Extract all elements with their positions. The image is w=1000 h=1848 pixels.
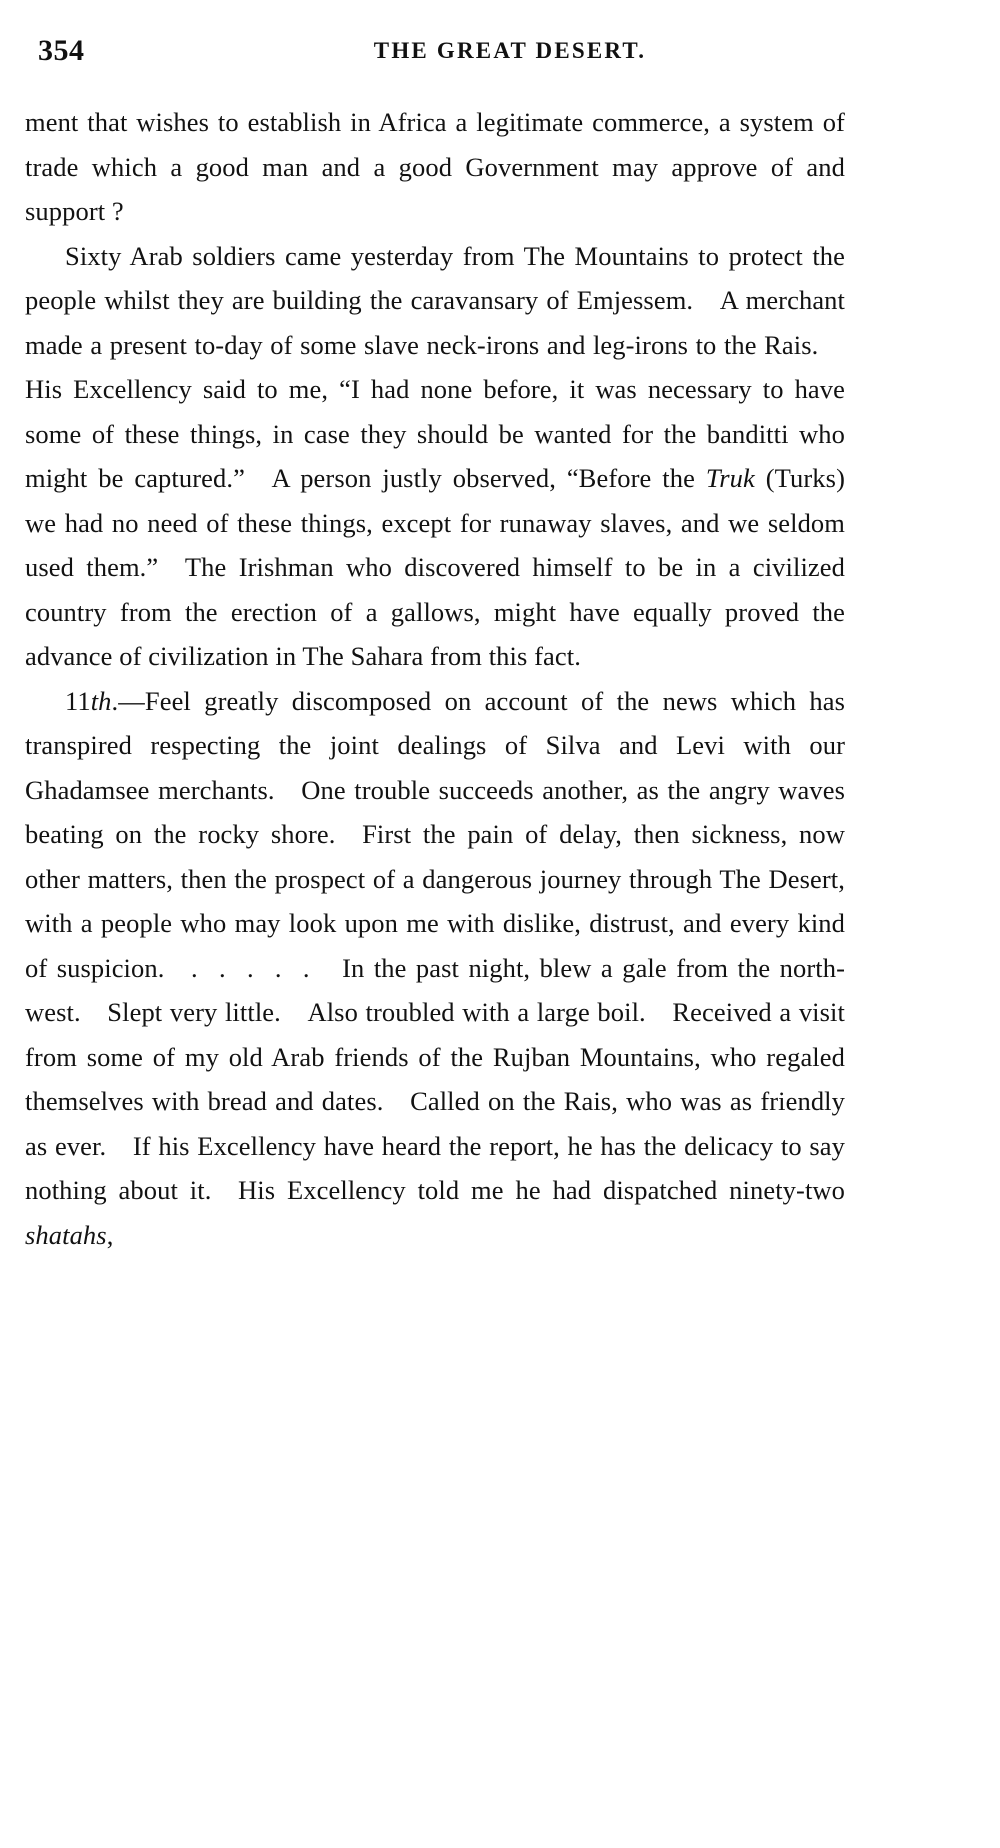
- text-run: 11: [65, 685, 91, 716]
- text-run: Sixty Arab soldiers came yesterday from The Mountains to protect the people whilst they are building the caravansary of Emjessem. A merchant made a present to-day of some slave neck-irons and leg-irons to the Rais. His Excellency said to me, “I had none before, it was necessary to have some of these things, in case they should be wanted for the banditti who might be captured.” A person justly observed, “Before the: [25, 240, 845, 493]
- running-head: [30, 34, 970, 74]
- ellipsis-dots: . . . . .: [191, 952, 316, 983]
- text-run: In the past night, blew a gale from the north-west. Slept very little. Also troubled with a large boil. Received a visit from some of my old Arab friends of the Rujban Mountains, who regaled themselves with bread and dates. Called on the Rais, who was as friendly as ever. If his Excellency have heard the report, he has the delicacy to say nothing about it. His Excellency told me he had dispatched ninety-two: [25, 952, 846, 1205]
- paragraph: [25, 679, 845, 1258]
- italic-text: Truk: [705, 463, 755, 493]
- text-run: (Turks) we had no need of these things, except for runaway slaves, and we seldom used them.” The Irishman who discovered himself to be in a civilized country from the erection of a gallows, might have equally proved the advance of civilization in The Sahara from this fact.: [25, 463, 845, 671]
- page-number: 354: [38, 34, 85, 67]
- paragraph: [25, 100, 845, 234]
- body-text: [25, 100, 845, 1257]
- text-run: ment that wishes to establish in Africa a legitimate commerce, a system of trade which a good man and a good Government may approve of and support ?: [25, 107, 845, 226]
- italic-text: shatahs: [25, 1219, 107, 1250]
- text-run: ,: [106, 1219, 114, 1250]
- text-run: .—Feel greatly discomposed on account of the news which has transpired respecting the joint dealings of Silva and Levi with our Ghadamsee merchants. One trouble succeeds another, as the angry waves beating on the rocky shore. First the pain of delay, then sickness, now other matters, then the prospect of a dangerous journey through The Desert, with a people who may look upon me with dislike, distrust, and every kind of suspicion.: [25, 685, 845, 983]
- paragraph: [25, 234, 845, 679]
- page-title: THE GREAT DESERT.: [373, 38, 647, 63]
- italic-text: th: [90, 685, 112, 716]
